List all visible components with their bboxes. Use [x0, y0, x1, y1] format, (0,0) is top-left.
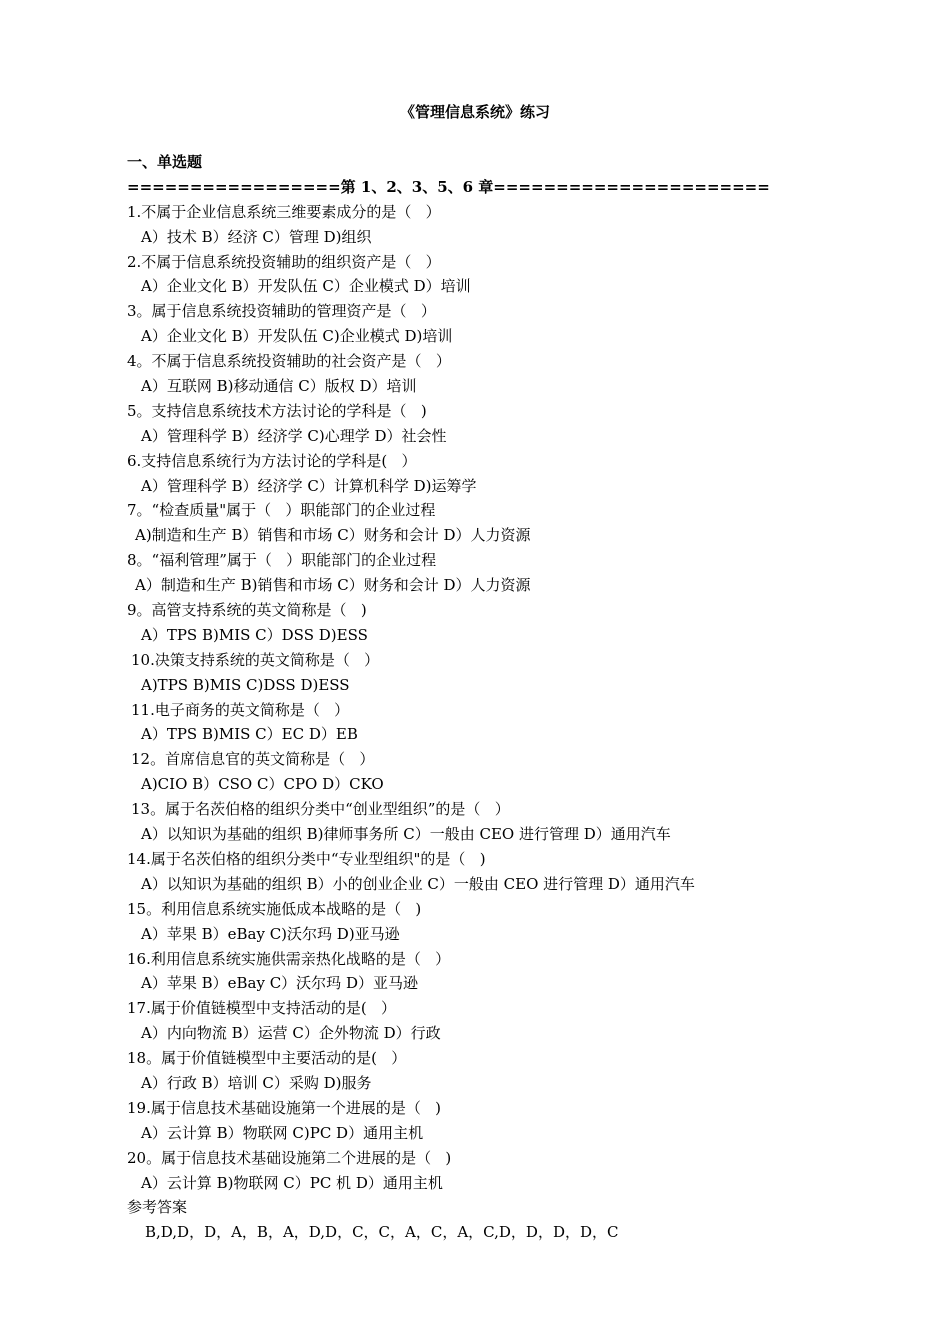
answer-key-label: 参考答案 — [127, 1198, 188, 1217]
question-stem: 17.属于价值链模型中支持活动的是( ） — [127, 999, 397, 1018]
question-options: A）TPS B)MIS C）DSS D)ESS — [141, 625, 368, 644]
question-stem: 1.不属于企业信息系统三维要素成分的是（ ） — [127, 202, 441, 221]
question-stem: 2.不属于信息系统投资辅助的组织资产是（ ） — [127, 252, 441, 271]
question-options: A）行政 B）培训 C）采购 D)服务 — [141, 1073, 372, 1092]
question-stem: 15。利用信息系统实施低成本战略的是（ ) — [127, 899, 422, 918]
chapter-divider: =================第 1、2、3、5、6 章====================== — [127, 177, 770, 196]
question-options: A）内向物流 B）运营 C）企外物流 D）行政 — [141, 1024, 441, 1043]
question-options: A）技术 B）经济 C）管理 D)组织 — [141, 227, 372, 246]
section-heading: 一、单选题 — [127, 153, 203, 171]
question-options: A）互联网 B)移动通信 C）版权 D）培训 — [141, 377, 417, 396]
document-body — [127, 150, 907, 1245]
question-options: A）管理科学 B）经济学 C）计算机科学 D)运筹学 — [141, 476, 477, 495]
question-options: A）制造和生产 B)销售和市场 C）财务和会计 D）人力资源 — [135, 576, 531, 595]
question-stem: 8。“福利管理”属于（ ）职能部门的企业过程 — [127, 551, 437, 570]
question-options: A）企业文化 B）开发队伍 C）企业模式 D）培训 — [141, 277, 471, 296]
question-stem: 6.支持信息系统行为方法讨论的学科是( ） — [127, 451, 417, 470]
question-stem: 20。属于信息技术基础设施第二个进展的是（ ) — [127, 1148, 452, 1167]
document-title: 《管理信息系统》练习 — [399, 103, 550, 121]
question-options: A）管理科学 B）经济学 C)心理学 D）社会性 — [141, 426, 447, 445]
question-stem: 19.属于信息技术基础设施第一个进展的是（ ) — [127, 1098, 442, 1117]
question-stem: 3。属于信息系统投资辅助的管理资产是（ ） — [127, 302, 436, 321]
question-stem: 9。高管支持系统的英文简称是（ ) — [127, 601, 367, 620]
question-options: A）以知识为基础的组织 B)律师事务所 C）一般由 CEO 进行管理 D）通用汽车 — [141, 825, 671, 844]
question-stem: 13。属于名茨伯格的组织分类中“创业型组织”的是（ ） — [131, 800, 510, 819]
question-options: A)CIO B）CSO C）CPO D）CKO — [141, 775, 384, 794]
question-options: A)制造和生产 B）销售和市场 C）财务和会计 D）人力资源 — [135, 526, 531, 545]
question-stem: 12。首席信息官的英文简称是（ ） — [131, 750, 375, 769]
question-options: A）TPS B)MIS C）EC D）EB — [141, 725, 358, 744]
question-options: A）云计算 B）物联网 C)PC D）通用主机 — [141, 1123, 424, 1142]
question-options: A）苹果 B）eBay C）沃尔玛 D）亚马逊 — [141, 974, 418, 993]
question-options: A）苹果 B）eBay C)沃尔玛 D)亚马逊 — [141, 924, 400, 943]
question-stem: 18。属于价值链模型中主要活动的是( ） — [127, 1049, 407, 1068]
question-options: A）云计算 B)物联网 C）PC 机 D）通用主机 — [141, 1173, 443, 1192]
question-stem: 11.电子商务的英文简称是（ ） — [131, 700, 350, 719]
question-stem: 14.属于名茨伯格的组织分类中“专业型组织"的是（ ) — [127, 849, 486, 868]
question-stem: 16.利用信息系统实施供需亲热化战略的是（ ） — [127, 949, 451, 968]
question-options: A)TPS B)MIS C)DSS D)ESS — [141, 675, 350, 694]
question-options: A）企业文化 B）开发队伍 C)企业模式 D)培训 — [141, 327, 453, 346]
question-stem: 7。“检查质量"属于（ ）职能部门的企业过程 — [127, 501, 436, 520]
question-stem: 4。不属于信息系统投资辅助的社会资产是（ ） — [127, 352, 451, 371]
answer-key-values: B,D,D，D，A，B，A，D,D，C，C，A，C，A，C,D，D，D，D，C — [145, 1223, 619, 1242]
question-options: A）以知识为基础的组织 B）小的创业企业 C）一般由 CEO 进行管理 D）通用汽车 — [141, 874, 695, 893]
question-stem: 10.决策支持系统的英文简称是（ ） — [131, 650, 380, 669]
question-stem: 5。支持信息系统技术方法讨论的学科是（ ) — [127, 401, 427, 420]
